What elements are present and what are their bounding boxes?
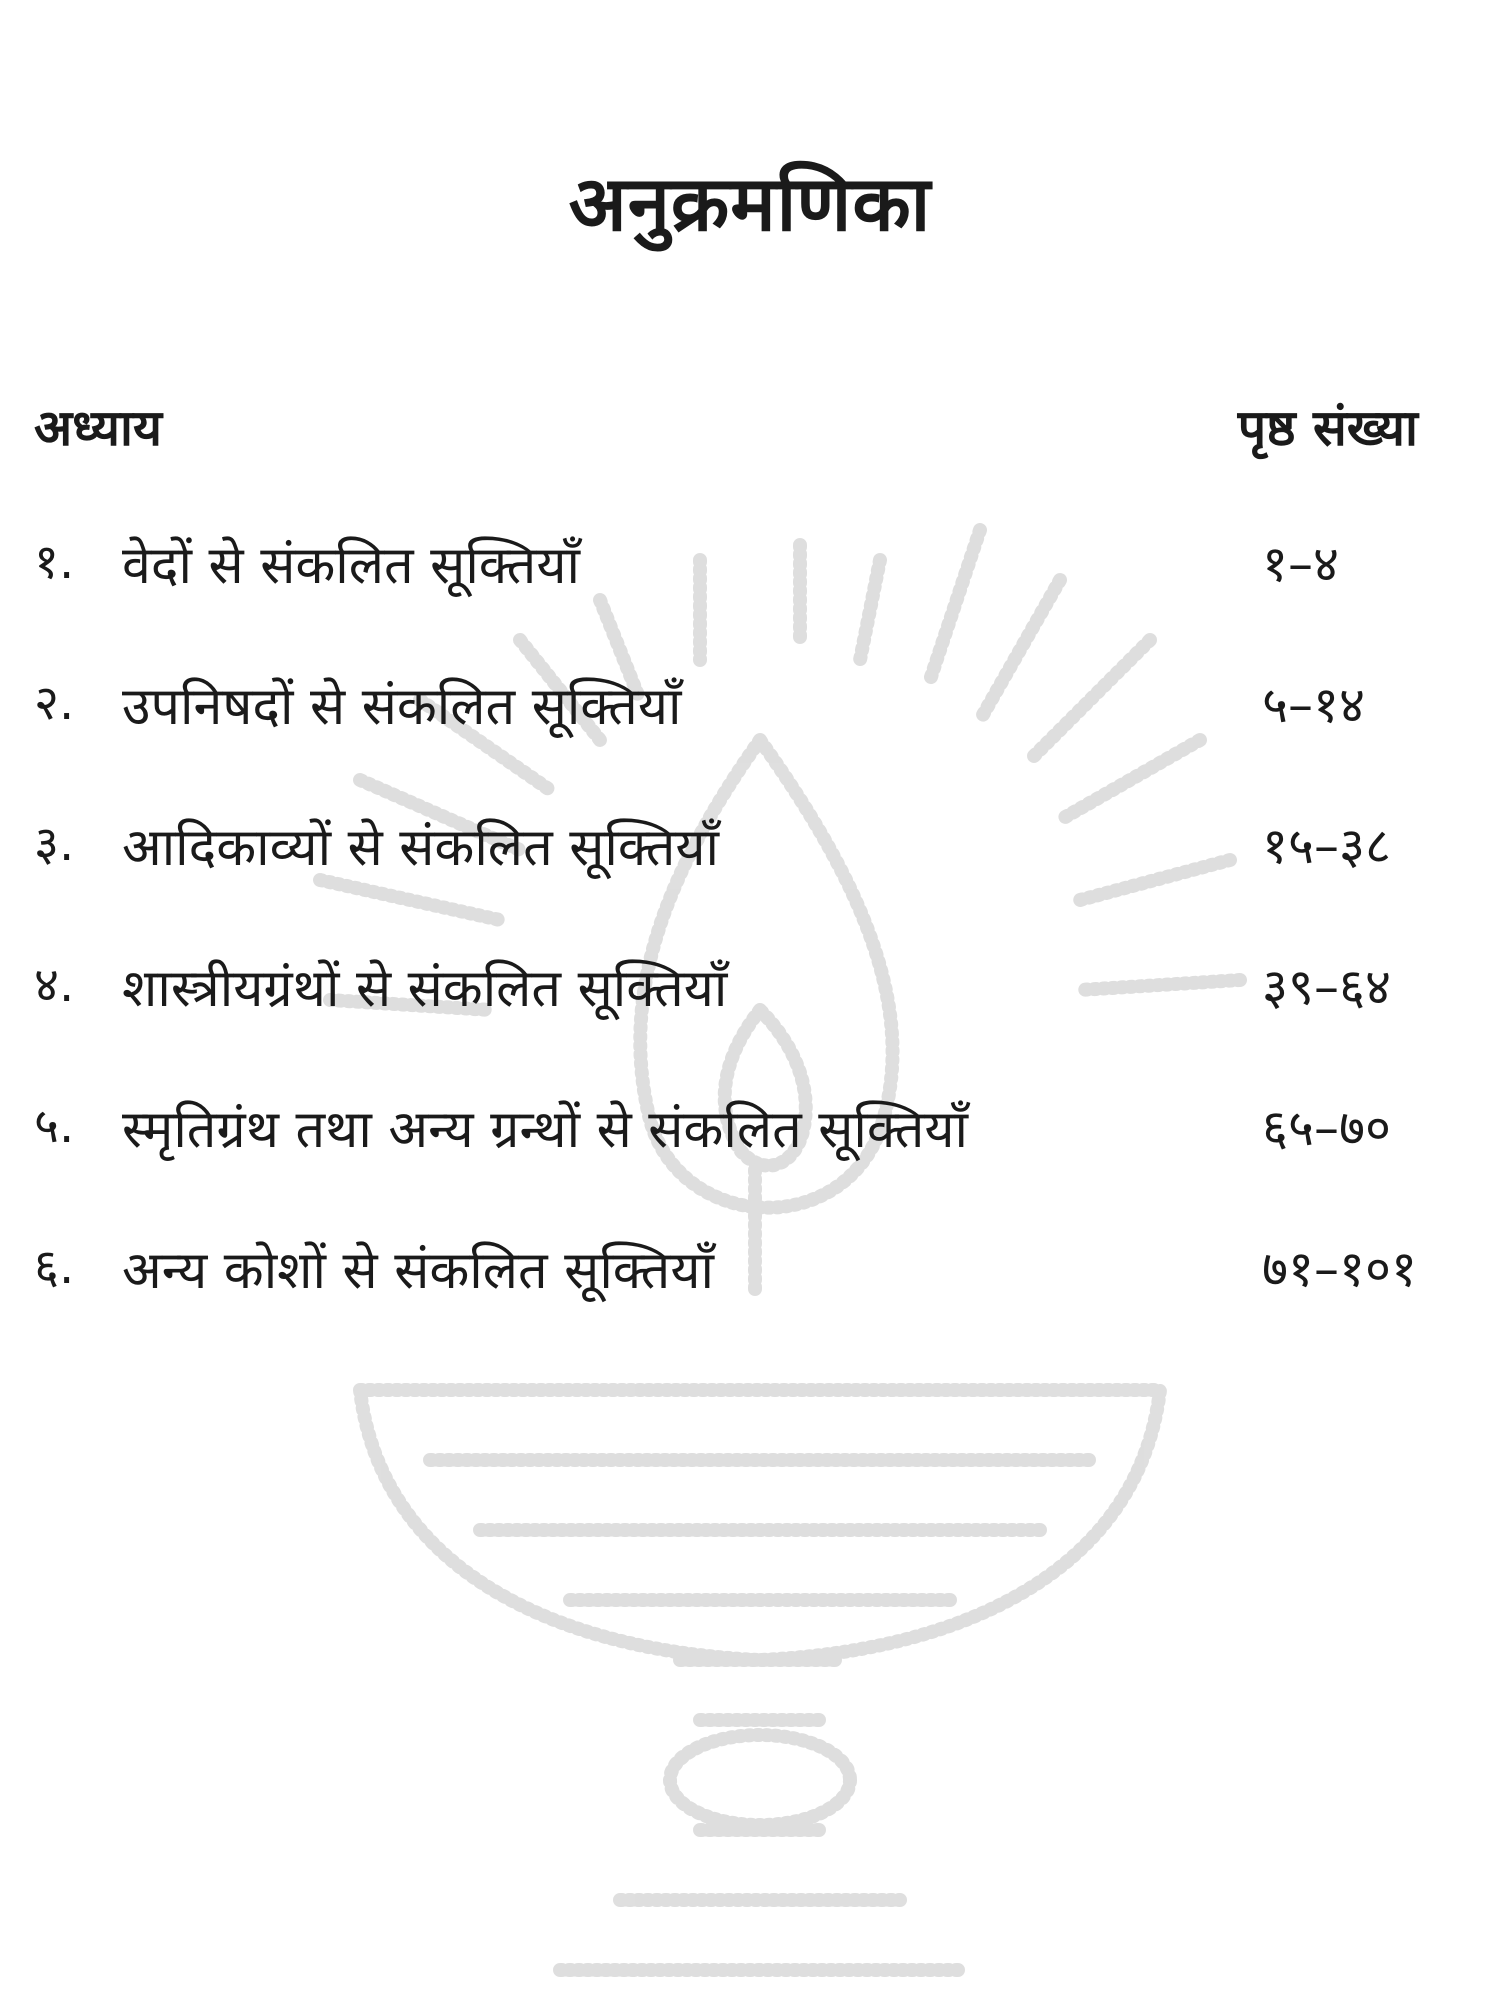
toc-entry-title: स्मृतिग्रंथ तथा अन्य ग्रन्थों से संकलित सूक्तियाँ bbox=[122, 1100, 969, 1160]
toc-entry-title: अन्य कोशों से संकलित सूक्तियाँ bbox=[122, 1241, 714, 1301]
toc-entry-pages: १५–३८ bbox=[1262, 817, 1391, 875]
toc-entry-number: २. bbox=[34, 675, 75, 731]
toc-entry-pages: १–४ bbox=[1262, 535, 1339, 593]
toc-entry-title: आदिकाव्यों से संकलित सूक्तियाँ bbox=[122, 818, 719, 878]
toc-entry-pages: ५–१४ bbox=[1262, 676, 1365, 734]
page-title: अनुक्रमणिका bbox=[568, 159, 932, 248]
table-of-contents bbox=[0, 528, 1500, 1374]
chapter-column-header: अध्याय bbox=[34, 399, 162, 457]
toc-entry-4 bbox=[0, 951, 1500, 1092]
toc-entry-pages: ७१–१०१ bbox=[1262, 1240, 1417, 1298]
toc-entry-number: ६. bbox=[34, 1239, 75, 1295]
toc-entry-number: ५. bbox=[34, 1098, 75, 1154]
toc-entry-title: उपनिषदों से संकलित सूक्तियाँ bbox=[122, 677, 682, 737]
toc-entry-6 bbox=[0, 1233, 1500, 1374]
page-column-header: पृष्ठ संख्या bbox=[1237, 399, 1418, 457]
toc-entry-title: शास्त्रीयग्रंथों से संकलित सूक्तियाँ bbox=[122, 959, 728, 1019]
toc-entry-title: वेदों से संकलित सूक्तियाँ bbox=[122, 536, 580, 596]
toc-entry-5 bbox=[0, 1092, 1500, 1233]
toc-entry-3 bbox=[0, 810, 1500, 951]
toc-entry-number: ४. bbox=[34, 957, 75, 1013]
toc-entry-number: १. bbox=[34, 534, 75, 590]
toc-entry-1 bbox=[0, 528, 1500, 669]
toc-entry-pages: ३९–६४ bbox=[1262, 958, 1391, 1016]
toc-entry-pages: ६५–७० bbox=[1262, 1099, 1391, 1157]
toc-entry-number: ३. bbox=[34, 816, 75, 872]
toc-entry-2 bbox=[0, 669, 1500, 810]
